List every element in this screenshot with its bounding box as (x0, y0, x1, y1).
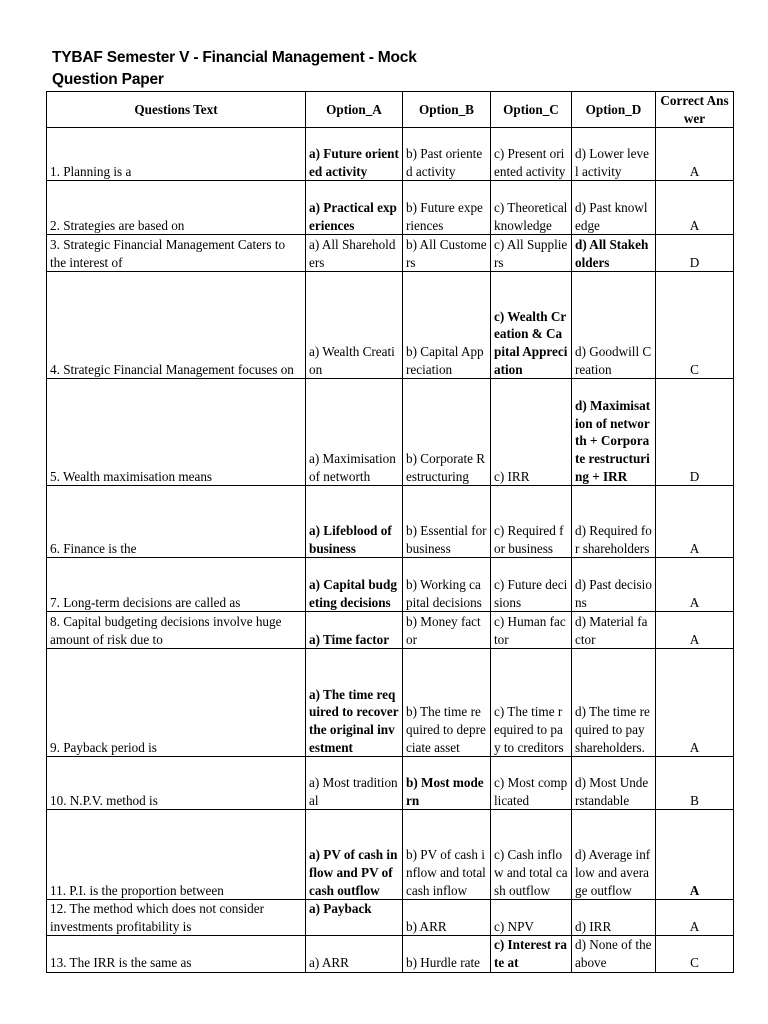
header-option-a: Option_A (306, 92, 403, 128)
correct-answer: A (656, 810, 734, 900)
option-b: b) Most modern (403, 757, 491, 810)
option-d: d) Most Understandable (572, 757, 656, 810)
option-a: a) Capital budgeting decisions (306, 558, 403, 612)
option-c: c) The time required to pay to creditors (491, 649, 572, 757)
correct-answer: A (656, 181, 734, 235)
table-row (47, 235, 734, 272)
option-a: a) Wealth Creation (306, 272, 403, 379)
title-line-1: TYBAF Semester V - Financial Management - Mock (52, 49, 417, 66)
option-b: b) Corporate Restructuring (403, 379, 491, 486)
correct-answer: A (656, 558, 734, 612)
header-option-d: Option_D (572, 92, 656, 128)
option-c: c) IRR (491, 379, 572, 486)
option-b: b) ARR (403, 900, 491, 936)
option-c: c) Wealth Creation & Capital Appreciation (491, 272, 572, 379)
option-b: b) Working capital decisions (403, 558, 491, 612)
correct-answer: C (656, 272, 734, 379)
option-c: c) NPV (491, 900, 572, 936)
option-c: c) Present oriented activity (491, 128, 572, 181)
correct-answer: A (656, 900, 734, 936)
option-c: c) Theoretical knowledge (491, 181, 572, 235)
question-text: 2. Strategies are based on (47, 181, 306, 235)
option-b: b) Money factor (403, 612, 491, 649)
header-correct-answer: Correct Answer (656, 92, 734, 128)
table-row (47, 272, 734, 379)
table-row (47, 128, 734, 181)
table-row (47, 900, 734, 936)
table-row (47, 757, 734, 810)
option-a: a) Practical experiences (306, 181, 403, 235)
option-d: d) Past knowledge (572, 181, 656, 235)
header-option-c: Option_C (491, 92, 572, 128)
table-row (47, 379, 734, 486)
question-text: 1. Planning is a (47, 128, 306, 181)
option-d: d) Maximisation of networth + Corporate restructuring + IRR (572, 379, 656, 486)
table-row (47, 486, 734, 558)
correct-answer: B (656, 757, 734, 810)
option-b: b) Past oriented activity (403, 128, 491, 181)
option-d: d) Past decisions (572, 558, 656, 612)
question-text: 7. Long-term decisions are called as (47, 558, 306, 612)
option-b: b) All Customers (403, 235, 491, 272)
question-text: 6. Finance is the (47, 486, 306, 558)
correct-answer: C (656, 936, 734, 972)
option-d: d) Required for shareholders (572, 486, 656, 558)
option-d: d) None of the above (572, 936, 656, 972)
question-text: 10. N.P.V. method is (47, 757, 306, 810)
question-text: 3. Strategic Financial Management Caters to the interest of (47, 235, 306, 272)
option-a: a) Maximisation of networth (306, 379, 403, 486)
option-c: c) Cash inflow and total cash outflow (491, 810, 572, 900)
option-b: b) Essential for business (403, 486, 491, 558)
header-row (47, 92, 734, 128)
option-d: d) Lower level activity (572, 128, 656, 181)
option-c: c) Future decisions (491, 558, 572, 612)
table-row (47, 810, 734, 900)
question-text: 9. Payback period is (47, 649, 306, 757)
correct-answer: D (656, 235, 734, 272)
option-a: a) Most traditional (306, 757, 403, 810)
table-row (47, 181, 734, 235)
option-a: a) PV of cash inflow and PV of cash outflow (306, 810, 403, 900)
option-b: b) Future experiences (403, 181, 491, 235)
correct-answer: A (656, 612, 734, 649)
question-table (46, 91, 734, 973)
document-title (52, 47, 417, 91)
option-a: a) All Shareholders (306, 235, 403, 272)
option-d: d) Material factor (572, 612, 656, 649)
table-row (47, 936, 734, 972)
question-text: 13. The IRR is the same as (47, 936, 306, 972)
option-d: d) All Stakeholders (572, 235, 656, 272)
option-a: a) Lifeblood of business (306, 486, 403, 558)
question-text: 5. Wealth maximisation means (47, 379, 306, 486)
option-a: a) ARR (306, 936, 403, 972)
correct-answer: A (656, 649, 734, 757)
option-a: a) Payback (306, 900, 403, 936)
correct-answer: A (656, 486, 734, 558)
table-row (47, 612, 734, 649)
question-text: 4. Strategic Financial Management focuses on (47, 272, 306, 379)
option-b: b) The time required to depreciate asset (403, 649, 491, 757)
option-a: a) The time required to recover the original investment (306, 649, 403, 757)
title-line-2: Question Paper (52, 71, 164, 88)
option-b: b) Capital Appreciation (403, 272, 491, 379)
option-c: c) Interest rate at (491, 936, 572, 972)
correct-answer: D (656, 379, 734, 486)
header-option-b: Option_B (403, 92, 491, 128)
option-b: b) PV of cash inflow and total cash inflow (403, 810, 491, 900)
option-c: c) Required for business (491, 486, 572, 558)
option-a: a) Time factor (306, 612, 403, 649)
option-c: c) Human factor (491, 612, 572, 649)
option-d: d) Goodwill Creation (572, 272, 656, 379)
table-row (47, 558, 734, 612)
question-text: 8. Capital budgeting decisions involve huge amount of risk due to (47, 612, 306, 649)
option-a: a) Future oriented activity (306, 128, 403, 181)
option-d: d) IRR (572, 900, 656, 936)
question-text: 12. The method which does not consider investments profitability is (47, 900, 306, 936)
header-questions: Questions Text (47, 92, 306, 128)
table-row (47, 649, 734, 757)
option-c: c) Most complicated (491, 757, 572, 810)
correct-answer: A (656, 128, 734, 181)
option-c: c) All Suppliers (491, 235, 572, 272)
option-b: b) Hurdle rate (403, 936, 491, 972)
option-d: d) The time required to pay shareholders. (572, 649, 656, 757)
question-text: 11. P.I. is the proportion between (47, 810, 306, 900)
option-d: d) Average inflow and average outflow (572, 810, 656, 900)
